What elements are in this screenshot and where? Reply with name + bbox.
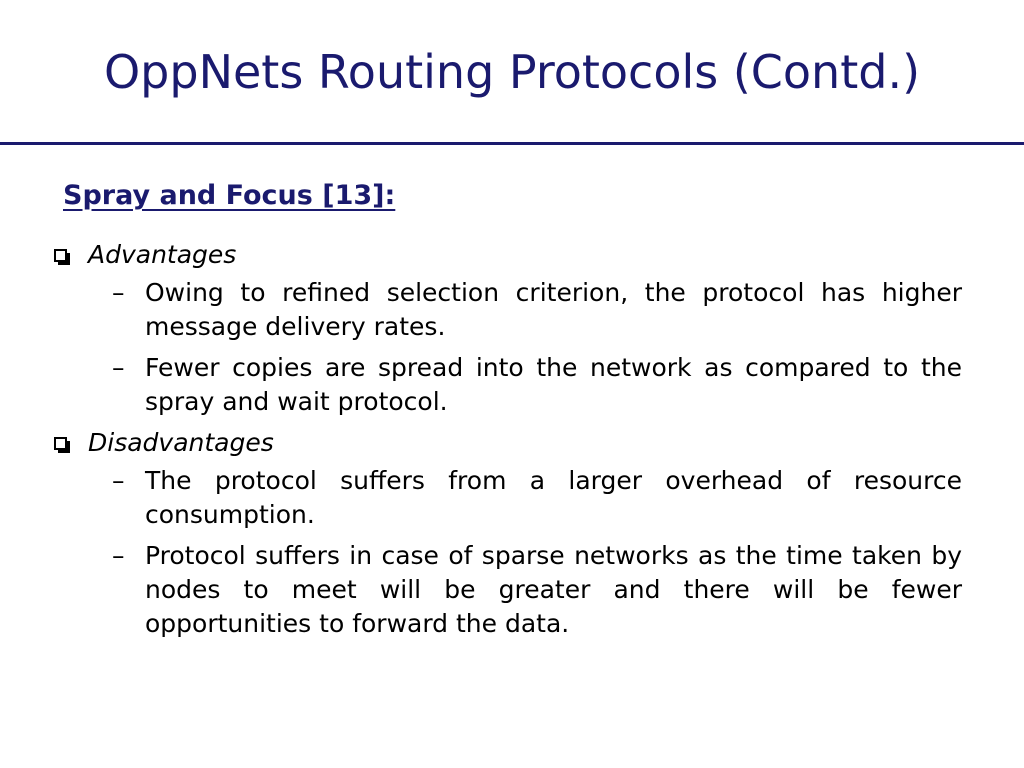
checkbox-icon xyxy=(54,249,67,262)
advantages-label: Advantages xyxy=(88,240,237,269)
list-item xyxy=(62,276,962,344)
slide-content xyxy=(62,176,962,648)
list-item-text: Protocol suffers in case of sparse networks as the time taken by nodes to meet will be greater and there will be fewer opportunities to forward the data. xyxy=(145,541,962,638)
dash-bullet: – xyxy=(112,541,125,570)
dash-bullet: – xyxy=(112,278,125,307)
disadvantages-list xyxy=(62,464,962,641)
list-item-text: Owing to refined selection criterion, the protocol has higher message delivery rates. xyxy=(145,278,962,341)
list-item xyxy=(62,351,962,419)
disadvantages-label: Disadvantages xyxy=(88,428,274,457)
advantages-bullet xyxy=(52,238,962,272)
disadvantages-bullet xyxy=(52,426,962,460)
advantages-group xyxy=(62,238,962,419)
list-item xyxy=(62,464,962,532)
section-heading: Spray and Focus [13]: xyxy=(63,180,396,211)
title-divider xyxy=(0,142,1024,145)
disadvantages-group xyxy=(62,426,962,641)
slide-title: OppNets Routing Protocols (Contd.) xyxy=(103,45,921,99)
list-item-text: Fewer copies are spread into the network as compared to the spray and wait protocol. xyxy=(145,353,962,416)
dash-bullet: – xyxy=(112,466,125,495)
dash-bullet: – xyxy=(112,353,125,382)
list-item-text: The protocol suffers from a larger overhead of resource consumption. xyxy=(145,466,962,529)
advantages-list xyxy=(62,276,962,419)
checkbox-icon xyxy=(54,437,67,450)
list-item xyxy=(62,539,962,641)
